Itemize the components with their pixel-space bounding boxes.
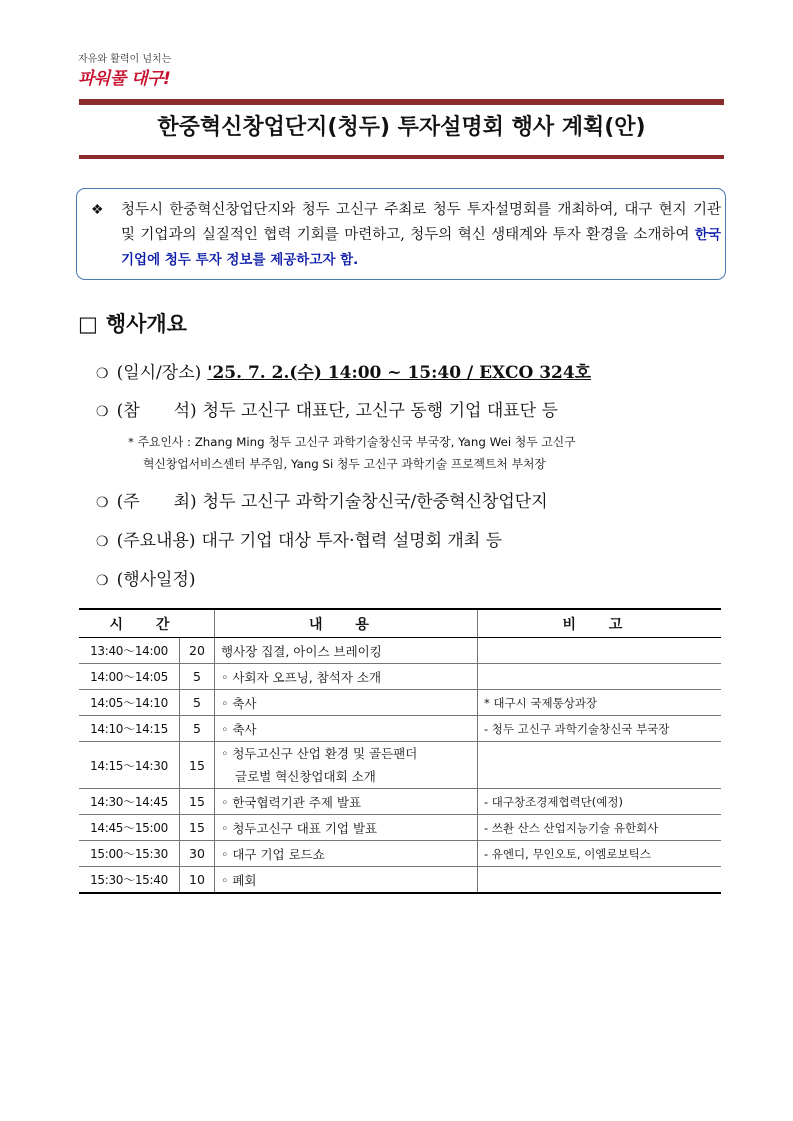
summary-text xyxy=(121,198,721,273)
summary-highlight: 한국 기업에 청두 투자 정보를 제공하고자 함. xyxy=(121,227,721,268)
row-note xyxy=(478,742,722,789)
row-time: 14:10～14:15 xyxy=(79,716,180,742)
table-row xyxy=(79,841,721,867)
row-content xyxy=(215,742,478,789)
logo-tagline: 자유와 활력이 넘치는 xyxy=(78,54,172,65)
row-content: 행사장 집결, 아이스 브레이킹 xyxy=(215,638,478,664)
row-duration: 30 xyxy=(180,841,215,867)
circle-bullet-icon: ❍ xyxy=(96,534,109,550)
row-duration: 10 xyxy=(180,867,215,894)
row-content: ◦ 청두고신구 대표 기업 발표 xyxy=(215,815,478,841)
header-note: 비 고 xyxy=(478,609,722,638)
circle-bullet-icon: ❍ xyxy=(96,573,109,589)
row-duration: 5 xyxy=(180,664,215,690)
row-note: - 대구창조경제협력단(예정) xyxy=(478,789,722,815)
row-content: ◦ 축사 xyxy=(215,716,478,742)
row-time: 13:40～14:00 xyxy=(79,638,180,664)
circle-bullet-icon: ❍ xyxy=(96,404,109,420)
item-label: (주 최) xyxy=(116,492,197,512)
row-duration: 5 xyxy=(180,716,215,742)
item-label: (행사일정) xyxy=(116,570,196,590)
header-time: 시 간 xyxy=(79,609,215,638)
overview-item-datetime xyxy=(96,358,591,383)
row-content: ◦ 한국협력기관 주제 발표 xyxy=(215,789,478,815)
row-note: - 청두 고신구 과학기술창신국 부국장 xyxy=(478,716,722,742)
overview-item-content xyxy=(96,526,502,551)
attendee-note-line: 혁신창업서비스센터 부주임, Yang Si 청두 고신구 과학기술 프로젝트처 부처장 xyxy=(143,457,546,471)
row-note: - 유엔디, 무인오토, 이엠로보틱스 xyxy=(478,841,722,867)
attendee-note-line: * 주요인사 : Zhang Ming 청두 고신구 과학기술창신국 부국장, Yang Wei 청두 고신구 xyxy=(128,435,576,449)
schedule-table xyxy=(79,608,721,894)
row-duration: 15 xyxy=(180,742,215,789)
table-row xyxy=(79,638,721,664)
logo: 파워풀 대구! xyxy=(78,69,171,89)
overview-item-schedule xyxy=(96,565,202,590)
item-value: 청두 고신구 과학기술창신국/한중혁신창업단지 xyxy=(202,492,548,512)
circle-bullet-icon: ❍ xyxy=(96,495,109,511)
title-bar-top xyxy=(79,99,724,105)
attendee-note xyxy=(128,431,723,475)
row-duration: 20 xyxy=(180,638,215,664)
row-content-line: ◦ 청두고신구 산업 환경 및 골든팬더 xyxy=(221,746,418,761)
table-row xyxy=(79,742,721,789)
summary-box xyxy=(76,188,726,280)
row-time: 15:30～15:40 xyxy=(79,867,180,894)
row-note xyxy=(478,638,722,664)
row-time: 14:15～14:30 xyxy=(79,742,180,789)
item-label: (일시/장소) xyxy=(116,363,202,383)
table-row xyxy=(79,789,721,815)
header-content: 내 용 xyxy=(215,609,478,638)
row-time: 14:45～15:00 xyxy=(79,815,180,841)
item-label: (참 석) xyxy=(116,401,197,421)
item-value: '25. 7. 2.(수) 14:00 ~ 15:40 / EXCO 324호 xyxy=(207,363,592,383)
row-time: 14:05～14:10 xyxy=(79,690,180,716)
summary-plain: 청두시 한중혁신창업단지와 청두 고신구 주최로 청두 투자설명회를 개최하여, 대구 현지 기관 및 기업과의 실질적인 협력 기회를 마련하고, 청두의 혁신 생태계와 투자 환경을 소개하여 xyxy=(121,202,721,243)
title-bar-bottom xyxy=(79,155,724,159)
checkbox-square-icon: □ xyxy=(78,312,98,336)
row-content: ◦ 폐회 xyxy=(215,867,478,894)
row-content: ◦ 사회자 오프닝, 참석자 소개 xyxy=(215,664,478,690)
item-label: (주요내용) xyxy=(116,531,196,551)
section-heading xyxy=(78,308,187,338)
section-title: 행사개요 xyxy=(105,312,187,336)
table-row xyxy=(79,716,721,742)
row-duration: 15 xyxy=(180,815,215,841)
overview-item-host xyxy=(96,487,548,512)
table-row xyxy=(79,815,721,841)
table-header-row xyxy=(79,609,721,638)
diamond-bullet-icon: ❖ xyxy=(91,202,104,218)
row-note xyxy=(478,664,722,690)
item-value: 청두 고신구 대표단, 고신구 동행 기업 대표단 등 xyxy=(202,401,558,421)
row-content: ◦ 축사 xyxy=(215,690,478,716)
row-duration: 5 xyxy=(180,690,215,716)
table-row xyxy=(79,690,721,716)
page-title: 한중혁신창업단지(청두) 투자설명회 행사 계획(안) xyxy=(157,115,646,140)
row-note: * 대구시 국제통상과장 xyxy=(478,690,722,716)
table-row xyxy=(79,664,721,690)
row-time: 14:30～14:45 xyxy=(79,789,180,815)
overview-item-attendees xyxy=(96,396,558,421)
row-content-line: 글로벌 혁신창업대회 소개 xyxy=(235,769,376,784)
row-time: 15:00～15:30 xyxy=(79,841,180,867)
row-duration: 15 xyxy=(180,789,215,815)
row-content: ◦ 대구 기업 로드쇼 xyxy=(215,841,478,867)
table-row xyxy=(79,867,721,894)
item-value: 대구 기업 대상 투자·협력 설명회 개최 등 xyxy=(201,531,503,551)
row-time: 14:00～14:05 xyxy=(79,664,180,690)
circle-bullet-icon: ❍ xyxy=(96,366,109,382)
row-note: - 쓰촨 산스 산업지능기술 유한회사 xyxy=(478,815,722,841)
row-note xyxy=(478,867,722,894)
